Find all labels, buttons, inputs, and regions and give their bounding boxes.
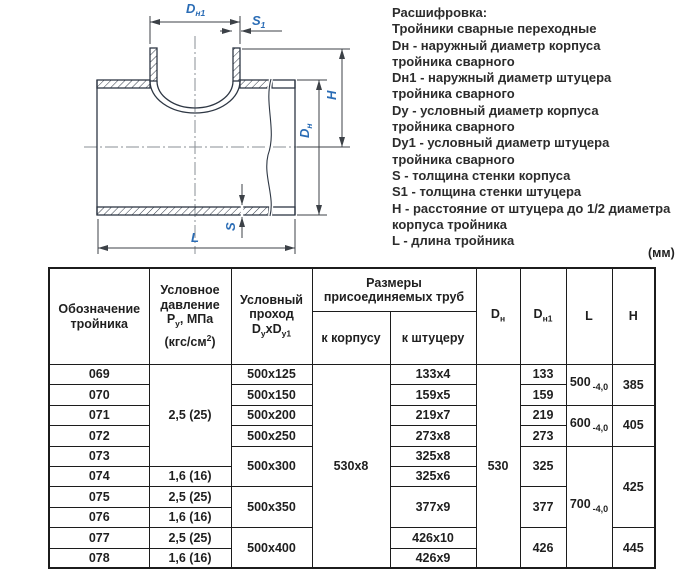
- legend-line: тройника сварного: [392, 119, 515, 135]
- header-to-body: к корпусу: [312, 312, 390, 365]
- table-row: [49, 365, 655, 385]
- header-dn1: $D_{н1}$: [520, 268, 566, 365]
- cell-l: 700 $_{-4,0}$: [566, 446, 612, 568]
- spec-table: [48, 267, 656, 569]
- cell-bore: 500x400: [231, 528, 312, 569]
- cell-pipe-stub: 325x6: [390, 466, 476, 486]
- cell-bore: 500x350: [231, 487, 312, 528]
- legend-line: S - толщина стенки корпуса: [392, 167, 571, 183]
- cell-dn1: 159: [520, 385, 566, 405]
- cell-bore: 500x150: [231, 385, 312, 405]
- cell-designation: 075: [49, 487, 149, 507]
- cell-pressure: 1,6 (16): [149, 466, 231, 486]
- cell-designation: 078: [49, 548, 149, 568]
- cell-h: 425: [612, 446, 655, 528]
- cell-pipe-stub: 325x8: [390, 446, 476, 466]
- cell-pressure: 2,5 (25): [149, 487, 231, 507]
- dim-label-h: H: [324, 90, 339, 100]
- legend-line: тройника сварного: [392, 86, 515, 102]
- legend-line: тройника сварного: [392, 151, 515, 167]
- legend-line: корпуса тройника: [392, 216, 508, 232]
- header-to-stub: к штуцеру: [390, 312, 476, 365]
- legend-line: Dу1 - условный диаметр штуцера: [392, 135, 610, 151]
- cell-bore: 500x125: [231, 365, 312, 385]
- cell-designation: 071: [49, 405, 149, 425]
- legend-line: H - расстояние от штуцера до 1/2 диаметра: [392, 200, 671, 216]
- cell-pipe-stub: 159x5: [390, 385, 476, 405]
- cell-bore: 500x250: [231, 426, 312, 446]
- tee-section-drawing: [0, 0, 390, 262]
- cell-designation: 070: [49, 385, 149, 405]
- legend-line: Расшифровка:: [392, 5, 488, 20]
- cell-pipe-stub: 426x9: [390, 548, 476, 568]
- cell-bore: 500x300: [231, 446, 312, 487]
- cell-h: 385: [612, 365, 655, 406]
- cell-designation: 074: [49, 466, 149, 486]
- header-dn: $D_н$: [476, 268, 520, 365]
- cell-dn1: 426: [520, 528, 566, 569]
- cell-pressure: 2,5 (25): [149, 365, 231, 467]
- center-lines: [84, 36, 314, 254]
- cell-designation: 077: [49, 528, 149, 548]
- dim-label-s: S: [223, 222, 238, 231]
- cell-dn1: 133: [520, 365, 566, 385]
- legend: [392, 5, 692, 249]
- header-l: L: [566, 268, 612, 365]
- legend-line: тройника сварного: [392, 53, 515, 69]
- cell-dn1: 219: [520, 405, 566, 425]
- tee-body: [97, 48, 269, 215]
- cell-designation: 069: [49, 365, 149, 385]
- cell-dn1: 377: [520, 487, 566, 528]
- header-pressure: Условное давление $P_у$, МПа $(кгс/см^2)$: [149, 268, 231, 365]
- legend-line: Dн - наружный диаметр корпуса: [392, 37, 601, 53]
- cell-pipe-stub: 133x4: [390, 365, 476, 385]
- cell-dn: 530: [476, 365, 520, 569]
- dim-label-l: L: [191, 230, 199, 245]
- cell-pressure: 2,5 (25): [149, 528, 231, 548]
- cell-h: 405: [612, 405, 655, 446]
- cell-pressure: 1,6 (16): [149, 548, 231, 568]
- header-pipe-sizes-group: Размеры присоединяемых труб: [312, 268, 476, 312]
- dim-label-s1: $S_1$: [252, 13, 266, 30]
- cell-dn1: 325: [520, 446, 566, 487]
- header-h: H: [612, 268, 655, 365]
- break-line: [267, 79, 272, 216]
- cell-pipe-stub: 426x10: [390, 528, 476, 548]
- units-label: (мм): [648, 246, 675, 260]
- legend-line: S1 - толщина стенки штуцера: [392, 184, 582, 200]
- cell-l: 500 $_{-4,0}$: [566, 365, 612, 406]
- cell-dn1: 273: [520, 426, 566, 446]
- dim-label-dn: $D_н$: [297, 123, 314, 138]
- cell-pressure: 1,6 (16): [149, 507, 231, 527]
- legend-line: Dу - условный диаметр корпуса: [392, 102, 599, 118]
- legend-line: L - длина тройника: [392, 233, 515, 249]
- cell-pipe-stub: 273x8: [390, 426, 476, 446]
- dim-label-dn1: $D_{н1}$: [186, 1, 206, 18]
- cell-designation: 076: [49, 507, 149, 527]
- cell-h: 445: [612, 528, 655, 569]
- legend-line: Тройники сварные переходные: [392, 21, 597, 37]
- cell-designation: 073: [49, 446, 149, 466]
- cell-pipe-body: 530x8: [312, 365, 390, 569]
- header-nominal-bore: Условный проход $D_уxD_{у1}$: [231, 268, 312, 365]
- cell-pipe-stub: 219x7: [390, 405, 476, 425]
- cell-l: 600 $_{-4,0}$: [566, 405, 612, 446]
- cell-designation: 072: [49, 426, 149, 446]
- cell-pipe-stub: 377x9: [390, 487, 476, 528]
- legend-line: Dн1 - наружный диаметр штуцера: [392, 70, 612, 86]
- cell-bore: 500x200: [231, 405, 312, 425]
- header-designation: Обозначение тройника: [49, 268, 149, 365]
